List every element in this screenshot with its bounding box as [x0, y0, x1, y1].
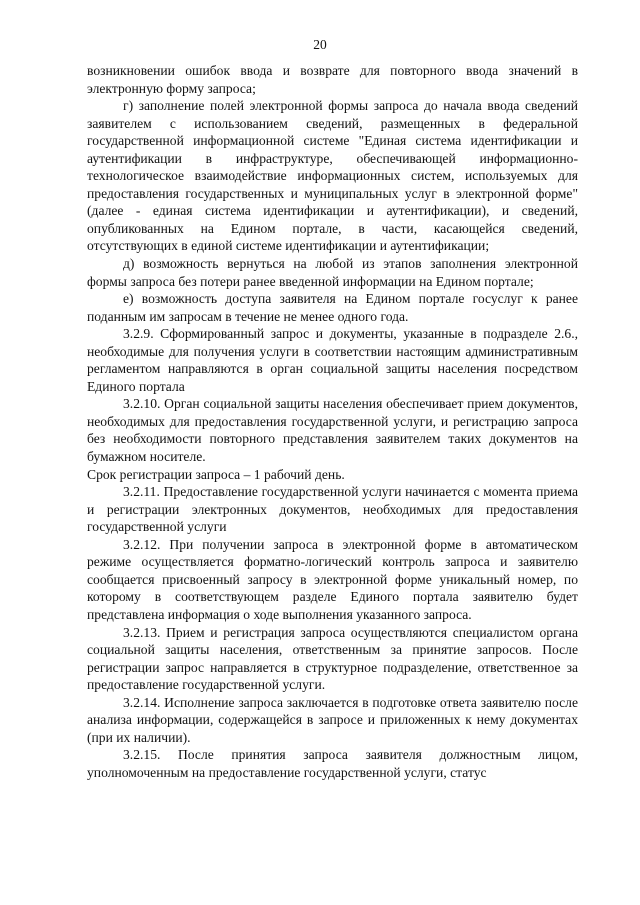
paragraph-item-e: е) возможность доступа заявителя на Едином портале госуслуг к ранее поданным им запросам в течение не менее одного года.: [87, 291, 578, 324]
page-number: 20: [313, 37, 327, 52]
paragraph-3-2-15: 3.2.15. После принятия запроса заявителя должностным лицом, уполномоченным на предоставление государственной услуги, статус: [87, 747, 578, 780]
paragraph-item-g: г) заполнение полей электронной формы запроса до начала ввода сведений заявителем с использованием сведений, размещенных в федеральной государственной информационной системе "Единая система идентификации и аутентификации в инфраструктуре, обеспечивающей информационно-технологическое взаимодействие информационных систем, используемых для предоставления государственных и муниципальных услуг в электронной форме" (далее - единая система идентификации и аутентификации), и сведений, опубликованных на Едином портале, в части, касающейся сведений, отсутствующих в единой системе идентификации и аутентификации;: [87, 98, 578, 254]
paragraph-3-2-13: 3.2.13. Прием и регистрация запроса осуществляются специалистом органа социальной защиты населения, ответственным за принятие запросов. После регистрации запрос направляется в структурное подразделение, ответственное за предоставление государственной услуги.: [87, 624, 578, 693]
paragraph-3-2-11: 3.2.11. Предоставление государственной услуги начинается с момента приема и регистрации электронных документов, необходимых для предоставления государственной услуги: [87, 484, 578, 535]
paragraph-3-2-9: 3.2.9. Сформированный запрос и документы, указанные в подразделе 2.6., необходимые для получения услуги в соответствии настоящим административным регламентом направляются в орган социальной защиты населения посредством Единого портала: [87, 326, 578, 394]
paragraph-3-2-14: 3.2.14. Исполнение запроса заключается в подготовке ответа заявителю после анализа информации, содержащейся в запросе и приложенных к нему документах (при их наличии).: [87, 694, 578, 745]
paragraph-3-2-10: 3.2.10. Орган социальной защиты населения обеспечивает прием документов, необходимых для предоставления государственной услуги, и регистрацию запроса без необходимости повторного представления заявителем таких документов на бумажном носителе.: [87, 396, 578, 465]
paragraph-3-2-12: 3.2.12. При получении запроса в электронной форме в автоматическом режиме осуществляется форматно-логический контроль запроса и заявителю сообщается присвоенный запросу в электронной форме уникальный номер, по которому в соответствующем разделе Единого портала заявителю будет представлена информация о ходе выполнения указанного запроса.: [87, 536, 578, 622]
document-body: [87, 62, 578, 781]
paragraph-registration-term: Срок регистрации запроса – 1 рабочий день.: [87, 466, 345, 482]
paragraph-item-d: д) возможность вернуться на любой из этапов заполнения электронной формы запроса без потери ранее введенной информации на Едином портале;: [87, 256, 578, 289]
paragraph-continuation: возникновении ошибок ввода и возврате для повторного ввода значений в электронную форму запроса;: [87, 63, 578, 96]
